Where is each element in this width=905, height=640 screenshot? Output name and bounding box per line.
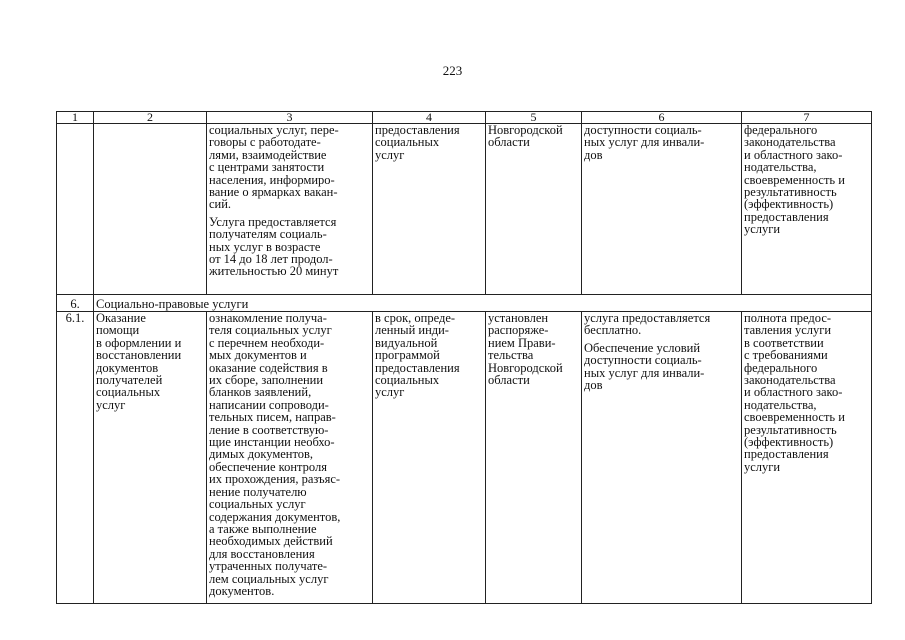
table-header-row (57, 112, 872, 124)
table-cell (94, 124, 207, 295)
cell-paragraph: социальных услуг, пере- говоры с работодате- лями, взаимодействие с центрами занятости населения, информиро- вание о ярмарках вакан- сий. (209, 123, 339, 212)
section-row (57, 295, 872, 312)
table-cell (582, 312, 742, 604)
column-header: 3 (207, 112, 373, 124)
column-header: 6 (582, 112, 742, 124)
table-row (57, 312, 872, 604)
table-cell: установлен распоряже- нием Прави- тельства Новгородской области (486, 312, 582, 604)
column-header: 7 (742, 112, 872, 124)
table-cell: доступности социаль- ных услуг для инвали- дов (582, 124, 742, 295)
table-cell: в срок, опреде- ленный инди- видуальной программой предоставления социальных услуг (373, 312, 486, 604)
table-cell: Новгородской области (486, 124, 582, 295)
table-cell: предоставления социальных услуг (373, 124, 486, 295)
table-cell (57, 124, 94, 295)
table-cell: федерального законодательства и областного зако- нодательства, своевременность и результативность (эффективность) предоставления услуги (742, 124, 872, 295)
column-header: 2 (94, 112, 207, 124)
cell-paragraph: Обеспечение условий доступности социаль- ных услуг для инвали- дов (584, 340, 705, 393)
row-number: 6.1. (57, 312, 94, 604)
column-header: 4 (373, 112, 486, 124)
table-row (57, 124, 872, 295)
column-header: 1 (57, 112, 94, 124)
table-cell: ознакомление получа- теля социальных услуг с перечнем необходи- мых документов и оказание содействия в их сборе, заполнении бланков заявлений, написании сопроводи- тельных писем, направ- ление в соответствую- щие инстанции необхо- димых документов, обеспечение контроля их прохождения, разъяс- нение получателю социальных услуг содержания документов, а также выполнение необходимых действий для восстановления утраченных получате- лем социальных услуг документов. (207, 312, 373, 604)
page-number: 223 (442, 63, 463, 78)
table-cell: полнота предос- тавления услуги в соответствии с требованиями федерального законодательства и областного зако- нодательства, своевременность и результативность (эффективность) предоставления услуги (742, 312, 872, 604)
section-title: Социально-правовые услуги (94, 295, 872, 312)
table-cell (207, 124, 373, 295)
table-cell: Оказание помощи в оформлении и восстановлении документов получателей социальных услуг (94, 312, 207, 604)
cell-paragraph: Услуга предоставляется получателям социаль- ных услуг в возрасте от 14 до 18 лет продол- жительностью 20 минут (209, 214, 339, 279)
section-number: 6. (57, 295, 94, 312)
cell-paragraph: услуга предоставляется бесплатно. (584, 311, 711, 338)
column-header: 5 (486, 112, 582, 124)
services-table (56, 111, 872, 604)
